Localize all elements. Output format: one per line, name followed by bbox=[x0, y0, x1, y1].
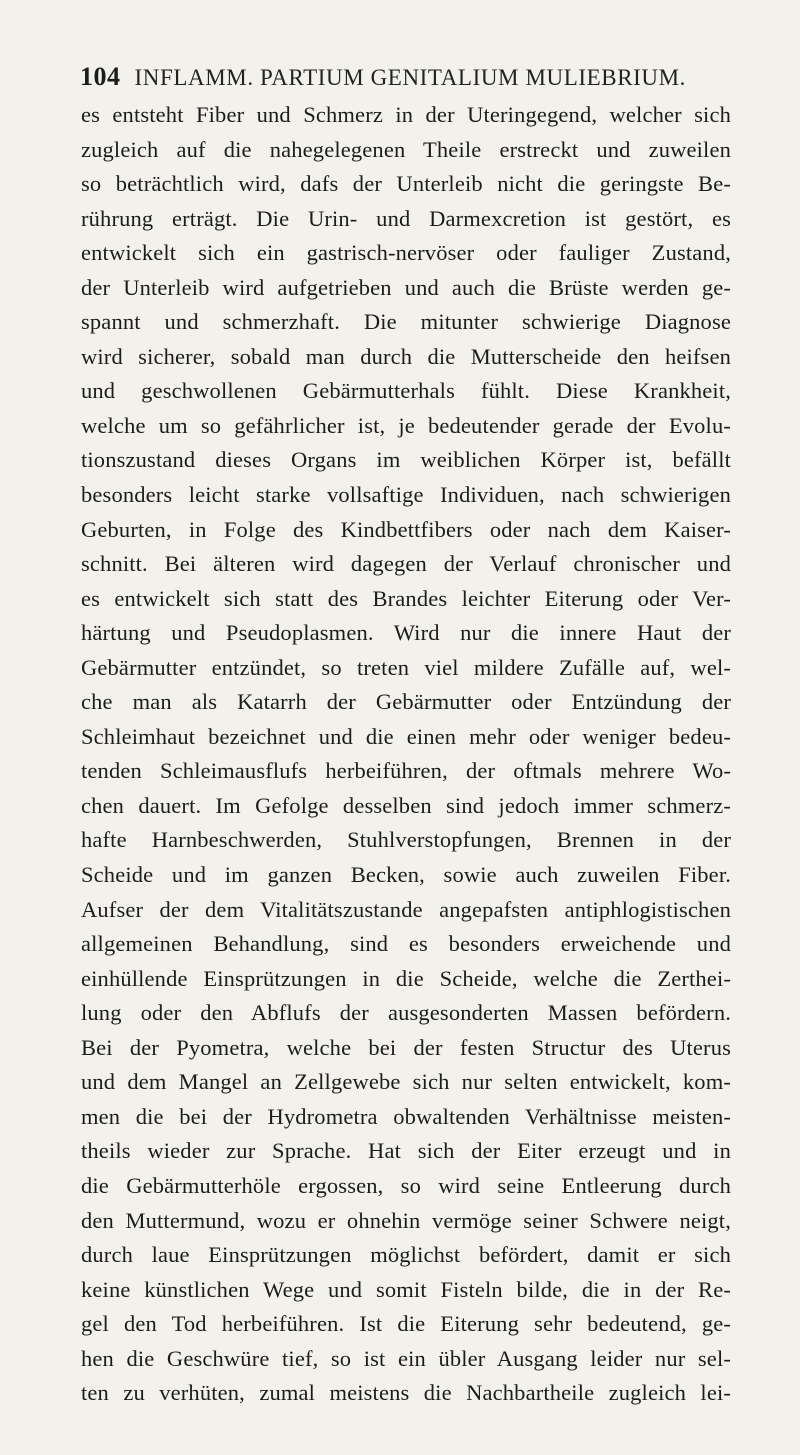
text-line: der Unterleib wird aufgetrieben und auch die Brüste werden ge- bbox=[81, 274, 731, 300]
text-line: einhüllende Einsprützungen in die Scheide, welche die Zerthei- bbox=[81, 965, 731, 991]
text-line: die Gebärmutterhöle ergossen, so wird seine Entleerung durch bbox=[81, 1172, 731, 1198]
text-line: tenden Schleimausflufs herbeiführen, der oftmals mehrere Wo- bbox=[81, 758, 731, 784]
text-line: es entwickelt sich statt des Brandes leichter Eiterung oder Ver- bbox=[81, 585, 731, 611]
text-line: tionszustand dieses Organs im weiblichen Körper ist, befällt bbox=[81, 447, 731, 473]
text-line: entwickelt sich ein gastrisch-nervöser oder fauliger Zustand, bbox=[81, 240, 731, 266]
text-line: lung oder den Abflufs der ausgesonderten Massen befördern. bbox=[81, 1000, 731, 1026]
text-line: hen die Geschwüre tief, so ist ein übler Ausgang leider nur sel- bbox=[81, 1345, 731, 1371]
running-head: INFLAMM. PARTIUM GENITALIUM MULIEBRIUM. bbox=[134, 65, 687, 90]
text-line: und geschwollenen Gebärmutterhals fühlt. Diese Krankheit, bbox=[81, 378, 731, 404]
text-line: ten zu verhüten, zumal meistens die Nachbartheile zugleich lei- bbox=[81, 1380, 731, 1406]
body-text bbox=[81, 98, 731, 1411]
text-line: zugleich auf die nahegelegenen Theile erstreckt und zuweilen bbox=[81, 136, 731, 162]
text-line: che man als Katarrh der Gebärmutter oder Entzündung der bbox=[81, 689, 731, 715]
text-line: Geburten, in Folge des Kindbettfibers oder nach dem Kaiser- bbox=[81, 516, 731, 542]
page-header bbox=[80, 62, 720, 98]
text-line: Bei der Pyometra, welche bei der festen Structur des Uterus bbox=[81, 1034, 731, 1060]
text-line: Schleimhaut bezeichnet und die einen mehr oder weniger bedeu- bbox=[81, 723, 731, 749]
text-line: Aufser der dem Vitalitätszustande angepafsten antiphlogistischen bbox=[81, 896, 731, 922]
text-line: rührung erträgt. Die Urin- und Darmexcretion ist gestört, es bbox=[81, 205, 731, 231]
text-line: und dem Mangel an Zellgewebe sich nur selten entwickelt, kom- bbox=[81, 1069, 731, 1095]
text-line: durch laue Einsprützungen möglichst befördert, damit er sich bbox=[81, 1242, 731, 1268]
text-line: allgemeinen Behandlung, sind es besonders erweichende und bbox=[81, 931, 731, 957]
text-line: Scheide und im ganzen Becken, sowie auch zuweilen Fiber. bbox=[81, 862, 731, 888]
text-line: schnitt. Bei älteren wird dagegen der Verlauf chronischer und bbox=[81, 551, 731, 577]
text-line: welche um so gefährlicher ist, je bedeutender gerade der Evolu- bbox=[81, 412, 731, 438]
text-line: men die bei der Hydrometra obwaltenden Verhältnisse meisten- bbox=[81, 1103, 731, 1129]
text-line: so beträchtlich wird, dafs der Unterleib nicht die geringste Be- bbox=[81, 171, 731, 197]
text-line: chen dauert. Im Gefolge desselben sind jedoch immer schmerz- bbox=[81, 792, 731, 818]
text-line: Gebärmutter entzündet, so treten viel mildere Zufälle auf, wel- bbox=[81, 654, 731, 680]
text-line: keine künstlichen Wege und somit Fisteln bilde, die in der Re- bbox=[81, 1276, 731, 1302]
text-line: theils wieder zur Sprache. Hat sich der Eiter erzeugt und in bbox=[81, 1138, 731, 1164]
text-line: besonders leicht starke vollsaftige Individuen, nach schwierigen bbox=[81, 482, 731, 508]
text-line: den Muttermund, wozu er ohnehin vermöge seiner Schwere neigt, bbox=[81, 1207, 731, 1233]
text-line: spannt und schmerzhaft. Die mitunter schwierige Diagnose bbox=[81, 309, 731, 335]
text-line: es entsteht Fiber und Schmerz in der Uteringegend, welcher sich bbox=[81, 102, 731, 127]
page-number: 104 bbox=[80, 62, 121, 91]
text-line: gel den Tod herbeiführen. Ist die Eiterung sehr bedeutend, ge- bbox=[81, 1311, 731, 1337]
text-line: wird sicherer, sobald man durch die Mutterscheide den heifsen bbox=[81, 343, 731, 369]
text-line: härtung und Pseudoplasmen. Wird nur die innere Haut der bbox=[81, 620, 731, 646]
text-line: hafte Harnbeschwerden, Stuhlverstopfungen, Brennen in der bbox=[81, 827, 731, 853]
